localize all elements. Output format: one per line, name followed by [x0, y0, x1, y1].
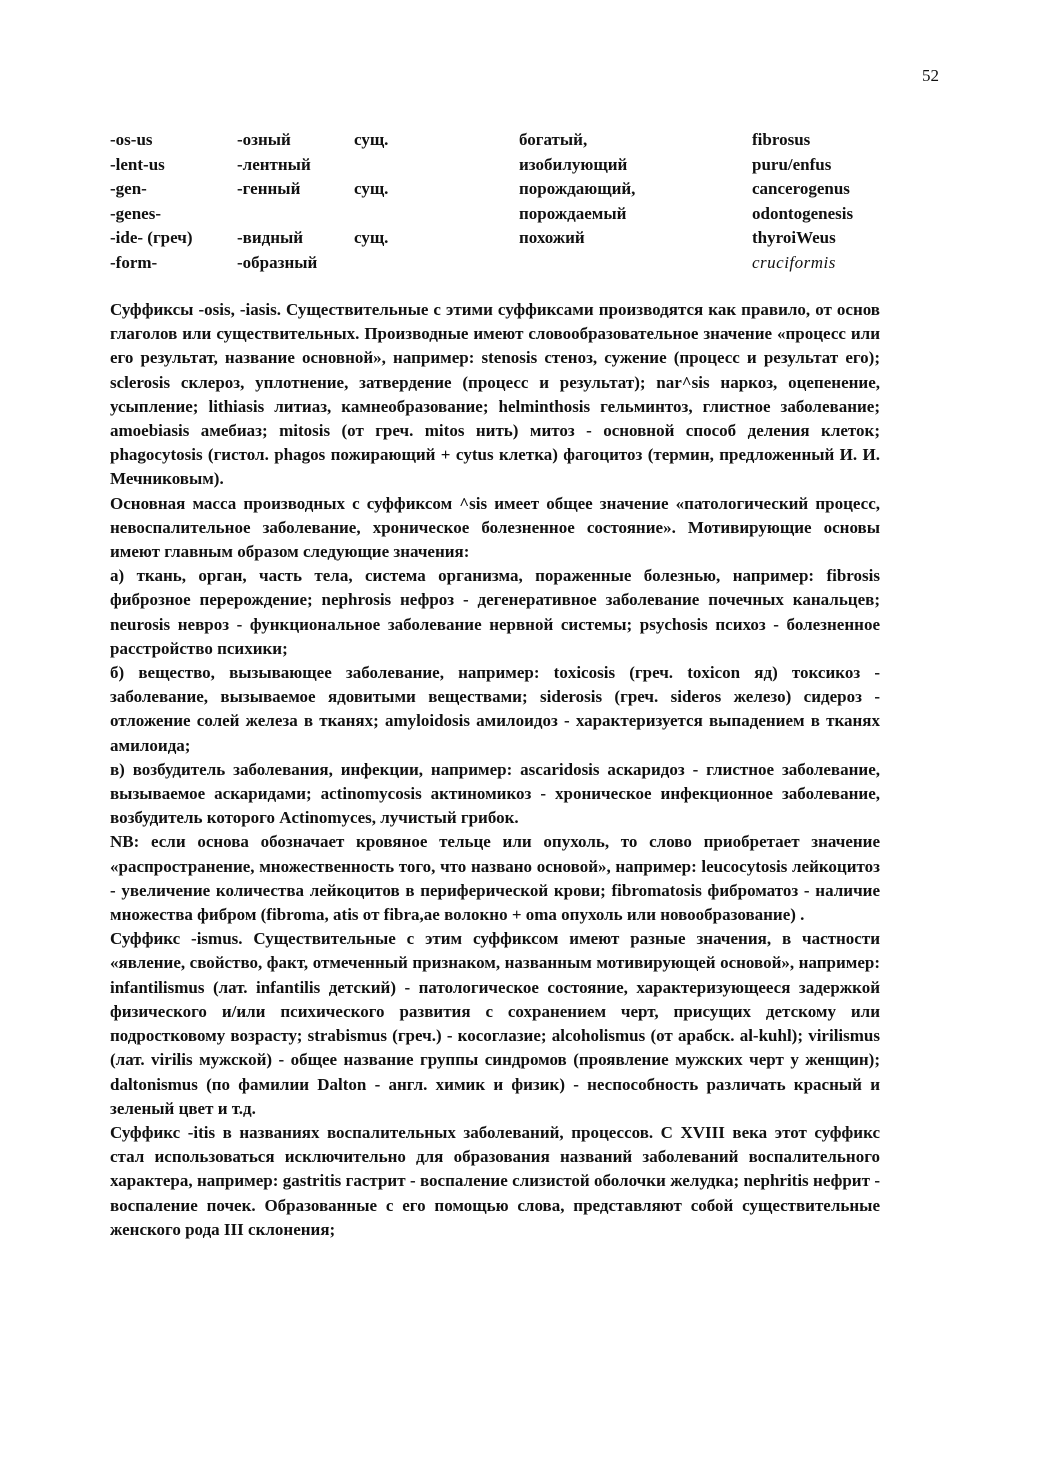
russian-suffix-cell: -озный — [237, 130, 291, 149]
paragraph-osis-iasis: Суффиксы -osis, -iasis. Существительные с этими суффиксами производятся как правило, от основ глаголов или существительных. Производные имеют словообразовательное значение «процесс или его результат, название основной», например: stenosis стеноз, сужение (процесс и результат его); sclerosis склероз, уплотнение, затвердение (процесс и результат); nar^sis наркоз, оцепенение, усыпление; lithiasis литиаз, камнеобразование; helminthosis гельминтоз, глистное заболевание; amoebiasis амебиаз; mitosis (от греч. mitos нить) митоз - основной способ деления клеток; phagocytosis (гистол. phagos пожирающий + cytus клетка) фагоцитоз (термин, предложенный И. И. Мечниковым). — [110, 300, 880, 489]
meaning-cell: богатый, — [519, 130, 588, 149]
example-cell: cruciformis — [752, 252, 836, 272]
russian-suffix-cell: -видный — [237, 228, 304, 247]
part-of-speech-cell: сущ. — [354, 179, 389, 198]
meaning-cell: порождающий, — [519, 179, 636, 198]
paragraph-nb: NB: если основа обозначает кровяное тельце или опухоль, то слово приобретает значение «распространение, множественность того, что названо основой», например: leucocytosis лейкоцитоз - увеличение количества лейкоцитов в периферической крови; fibromatosis фиброматоз - наличие множества фибром (fibroma, atis от fibra,ae волокно + oma опухоль или новообразование) . — [110, 832, 880, 925]
russian-suffix-cell: -генный — [237, 179, 301, 198]
paragraph-itis: Суффикс -itis в названиях воспалительных заболеваний, процессов. С XVIII века этот суффикс стал использоваться исключительно для образования названий заболеваний воспалительного характера, например: gastritis гастрит - воспаление слизистой оболочки желудка; nephritis нефрит - воспаление почек. Образованные с его помощью слова, представляют собой существительные женского рода III склонения; — [110, 1122, 880, 1239]
meaning-cell: порождаемый — [519, 203, 627, 223]
paragraph-item-b: б) вещество, вызывающее заболевание, например: toxicosis (греч. toxicon яд) токсикоз - заболевание, вызываемое ядовитыми веществами; siderosis (греч. sideros железо) сидероз - отложение солей железа в тканях; amyloidosis амилоидоз - характеризуется выпадением в тканях амилоида; — [110, 663, 880, 755]
suffix-cell: -os-us — [110, 130, 153, 149]
russian-suffix-cell: -лентный — [237, 154, 311, 174]
example-cell: puru/enfus — [752, 154, 832, 174]
example-cell: fibrosus — [752, 130, 811, 149]
suffix-cell: -genes- — [110, 203, 161, 223]
table-row — [110, 177, 890, 202]
example-cell: cancerogenus — [752, 179, 850, 198]
suffix-cell: -ide- (греч) — [110, 228, 193, 247]
table-row — [110, 153, 890, 178]
meaning-cell: изобилующий — [519, 154, 628, 174]
table-row — [110, 226, 890, 251]
paragraph-item-a: а) ткань, орган, часть тела, система организма, пораженные болезнью, например: fibrosis фиброзное перерождение; nephrosis нефроз - дегенеративное заболевание почечных канальцев; neurosis невроз - функциональное заболевание нервной системы; psychosis психоз - болезненное расстройство психики; — [110, 566, 880, 658]
table-row — [110, 251, 890, 276]
body-text — [110, 298, 880, 1242]
part-of-speech-cell: сущ. — [354, 130, 389, 149]
paragraph-ismus: Суффикс -ismus. Существительные с этим суффиксом имеют разные значения, в частности «явление, свойство, факт, отмеченный признаком, названным мотивирующей основой», например: infantilismus (лат. infantilis детский) - патологическое состояние, характеризующееся задержкой физического и/или психического развития с сохранением черт, присущих детскому или подростковому возрасту; strabismus (греч.) - косоглазие; alcoholismus (от арабск. al-kuhl); virilismus (лат. virilis мужской) - общее название группы синдромов (проявление мужских черт у женщин); daltonismus (по фамилии Dalton - англ. химик и физик) - неспособность различать красный и зеленый цвет и т.д. — [110, 929, 880, 1118]
table-row — [110, 202, 890, 227]
meaning-cell: похожий — [519, 228, 585, 247]
example-cell: odontogenesis — [752, 203, 854, 223]
paragraph-item-v: в) возбудитель заболевания, инфекции, например: ascaridosis аскаридоз - глистное заболевание, вызываемое аскаридами; actinomycosis актиномикоз - хроническое инфекционное заболевание, возбудитель которого Actinomyces, лучистый грибок. — [110, 759, 880, 828]
suffix-cell: -form- — [110, 252, 158, 272]
suffix-cell: -lent-us — [110, 154, 165, 174]
example-cell: thyroiWeus — [752, 228, 836, 247]
table-row — [110, 128, 890, 153]
suffix-table — [110, 128, 890, 275]
part-of-speech-cell: сущ. — [354, 228, 389, 247]
suffix-cell: -gen- — [110, 179, 147, 198]
russian-suffix-cell: -образный — [237, 252, 318, 272]
page-number: 52 — [922, 66, 939, 85]
paragraph-sis-general: Основная масса производных с суффиксом ^sis имеет общее значение «патологический процесс, невоспалительное заболевание, хроническое болезненное состояние». Мотивирующие основы имеют главным образом следующие значения: — [110, 493, 880, 562]
